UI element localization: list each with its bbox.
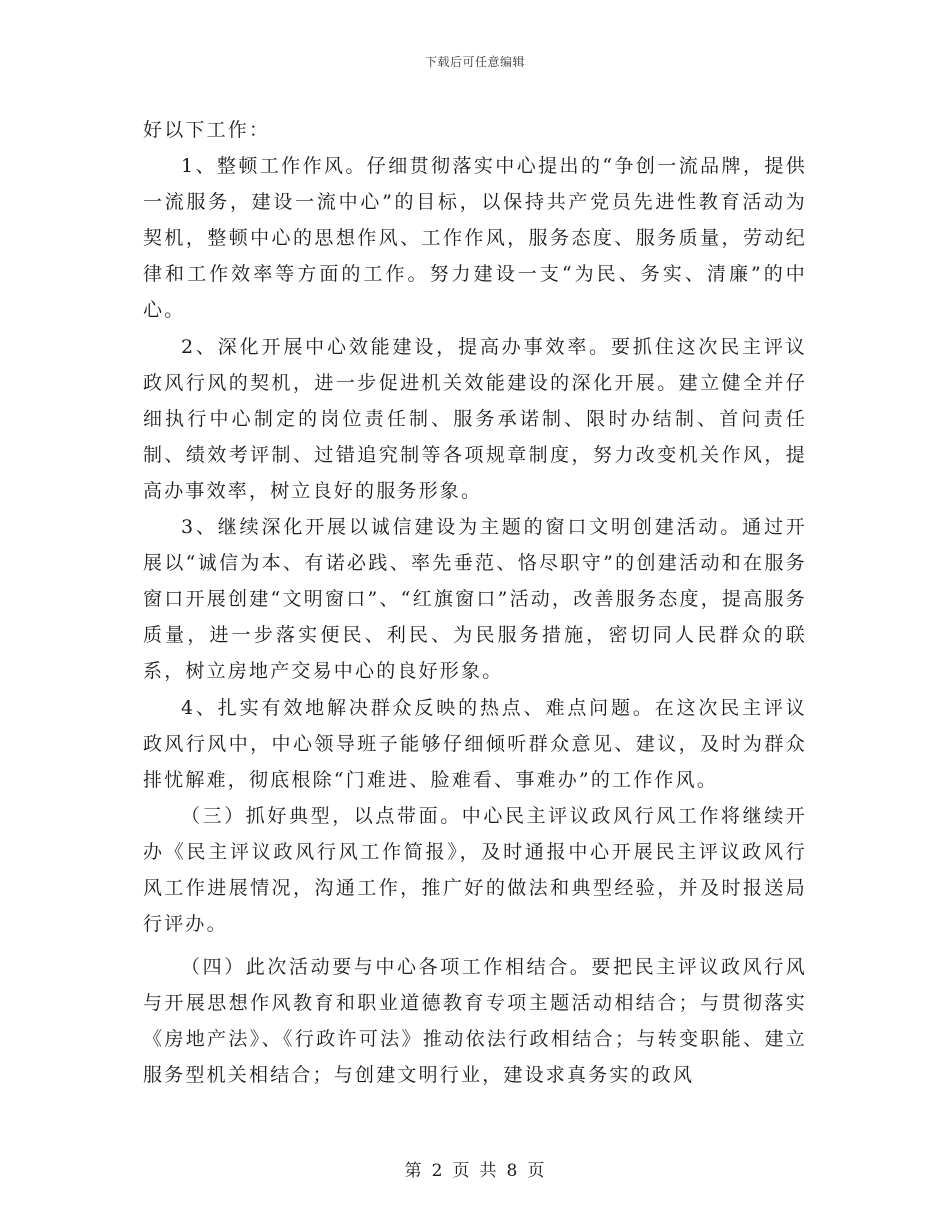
- paragraph-item-1: 1、整顿工作作风。仔细贯彻落实中心提出的“争创一流品牌，提供一流服务，建设一流中心”的目标，以保持共产党员先进性教育活动为契机，整顿中心的思想作风、工作作风，服务态度、服务质量，劳动纪律和工作效率等方面的工作。努力建设一支“为民、务实、清廉”的中心。: [143, 155, 807, 322]
- paragraph-item-4: 4、扎实有效地解决群众反映的热点、难点问题。在这次民主评议政风行风中，中心领导班子能够仔细倾听群众意见、建议，及时为群众排忧解难，彻底根除“门难进、脸难看、事难办”的工作作风。: [143, 696, 807, 791]
- paragraph-section-3: （三）抓好典型，以点带面。中心民主评议政风行风工作将继续开办《民主评议政风行风工作简报》，及时通报中心开展民主评议政风行风工作进展情况，沟通工作，推广好的做法和典型经验，并及时报送局行评办。: [143, 804, 807, 936]
- paragraph-continuation: 好以下工作：: [143, 119, 271, 141]
- paragraph-item-3: 3、继续深化开展以诚信建设为主题的窗口文明创建活动。通过开展以“诚信为本、有诺必践、率先垂范、恪尽职守”的创建活动和在服务窗口开展创建“文明窗口”、“红旗窗口”活动，改善服务态度，提高服务质量，进一步落实便民、利民、为民服务措施，密切同人民群众的联系，树立房地产交易中心的良好形象。: [143, 516, 807, 683]
- paragraph-section-4: （四）此次活动要与中心各项工作相结合。要把民主评议政风行风与开展思想作风教育和职业道德教育专项主题活动相结合；与贯彻落实《房地产法》、《行政许可法》推动依法行政相结合；与转变职能、建立服务型机关相结合；与创建文明行业，建设求真务实的政风: [143, 956, 807, 1087]
- footer-page-number: 2: [431, 1161, 444, 1181]
- footer-ye-2: 页: [527, 1161, 546, 1181]
- footer-total-pages: 8: [506, 1161, 519, 1181]
- page-footer: [0, 1156, 950, 1181]
- footer-ye: 页: [452, 1161, 471, 1181]
- footer-gong: 共: [479, 1161, 498, 1181]
- document-body: [143, 112, 807, 1094]
- footer-di: 第: [404, 1161, 423, 1181]
- page-header: 下载后可任意编辑: [424, 55, 525, 69]
- paragraph-item-2: 2、深化开展中心效能建设，提高办事效率。要抓住这次民主评议政风行风的契机，进一步促进机关效能建设的深化开展。建立健全并仔细执行中心制定的岗位责任制、服务承诺制、限时办结制、首问责任制、绩效考评制、过错追究制等各项规章制度，努力改变机关作风，提高办事效率，树立良好的服务形象。: [143, 335, 807, 502]
